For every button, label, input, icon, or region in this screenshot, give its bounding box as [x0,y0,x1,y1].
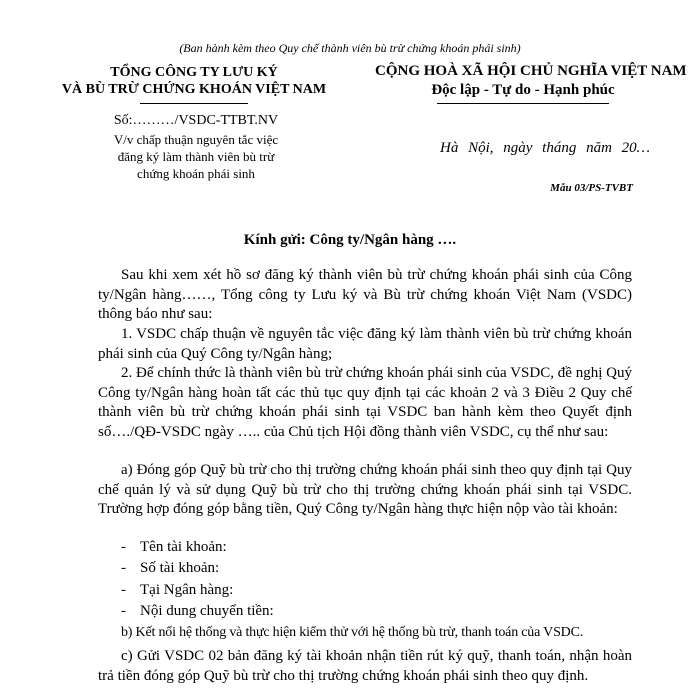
form-code: Mẫu 03/PS-TVBT [550,182,633,194]
regulation-note: (Ban hành kèm theo Quy chế thành viên bù trừ chứng khoán phái sinh) [179,41,521,55]
subject-line: đăng ký làm thành viên bù trừ [117,149,275,164]
list-item-label: Tại Ngân hàng: [140,582,234,598]
document-number: Số:………/VSDC-TTBT.NV [113,113,279,128]
subject-line: chứng khoán phái sinh [137,166,255,181]
list-dash: - [121,603,126,619]
list-item [121,603,274,620]
national-motto: Độc lập - Tự do - Hạnh phúc [431,82,615,98]
list-item-label: Tên tài khoản: [140,539,227,555]
list-item [121,539,227,556]
list-item-label: Số tài khoản: [140,560,220,576]
list-item [121,560,219,577]
item-1-paragraph: 1. VSDC chấp thuận về nguyên tắc việc đăng ký làm thành viên bù trừ chứng khoán phái sinh của Quý Công ty/Ngân hàng; [98,326,632,362]
org-name-line2: VÀ BÙ TRỪ CHỨNG KHOÁN VIỆT NAM [61,82,327,97]
list-dash: - [121,560,126,576]
list-item [121,582,233,599]
org-underline [140,103,248,104]
org-name-line1: TỔNG CÔNG TY LƯU KÝ [110,65,278,80]
list-dash: - [121,539,126,555]
list-dash: - [121,582,126,598]
subject-line: V/v chấp thuận nguyên tắc việc [113,132,279,147]
addressee: Kính gửi: Công ty/Ngân hàng …. [243,232,457,248]
item-a-paragraph: a) Đóng góp Quỹ bù trừ cho thị trường chứng khoán phái sinh theo quy định tại Quy chế quản lý và sử dụng Quỹ bù trừ cho thị trường chứng khoán phái sinh tại VSDC. Trường hợp đóng góp bằng tiền, Quý Công ty/Ngân hàng thực hiện nộp vào tài khoản: [98,462,632,517]
intro-paragraph: Sau khi xem xét hồ sơ đăng ký thành viên bù trừ chứng khoán phái sinh của Công ty/Ngân hàng……, Tổng công ty Lưu ký và Bù trừ chứng khoán Việt Nam (VSDC) thông báo như sau: [98,267,632,322]
item-b-paragraph: b) Kết nối hệ thống và thực hiện kiểm thử với hệ thống bù trừ, thanh toán của VSDC. [121,625,584,640]
motto-underline [437,103,609,104]
item-2-paragraph: 2. Để chính thức là thành viên bù trừ chứng khoán phái sinh của VSDC, đề nghị Quý Công ty/Ngân hàng hoàn tất các thủ tục quy định tại các khoản 2 và 3 Điều 2 Quy chế thành viên bù trừ chứng khoán phái sinh tại VSDC ban hành kèm theo Quyết định số…./QĐ-VSDC ngày ….. của Chủ tịch Hội đồng thành viên VSDC, cụ thể như sau: [98,365,632,440]
item-c-paragraph: c) Gửi VSDC 02 bản đăng ký tài khoản nhận tiền rút ký quỹ, thanh toán, nhận hoàn trả tiền đóng góp Quỹ bù trừ cho thị trường chứng khoán phái sinh theo quy định. [98,648,632,684]
country-name: CỘNG HOÀ XÃ HỘI CHỦ NGHĨA VIỆT NAM [375,63,687,79]
place-date: Hà Nội, ngày tháng năm 20… [440,140,650,156]
list-item-label: Nội dung chuyển tiền: [140,603,274,619]
